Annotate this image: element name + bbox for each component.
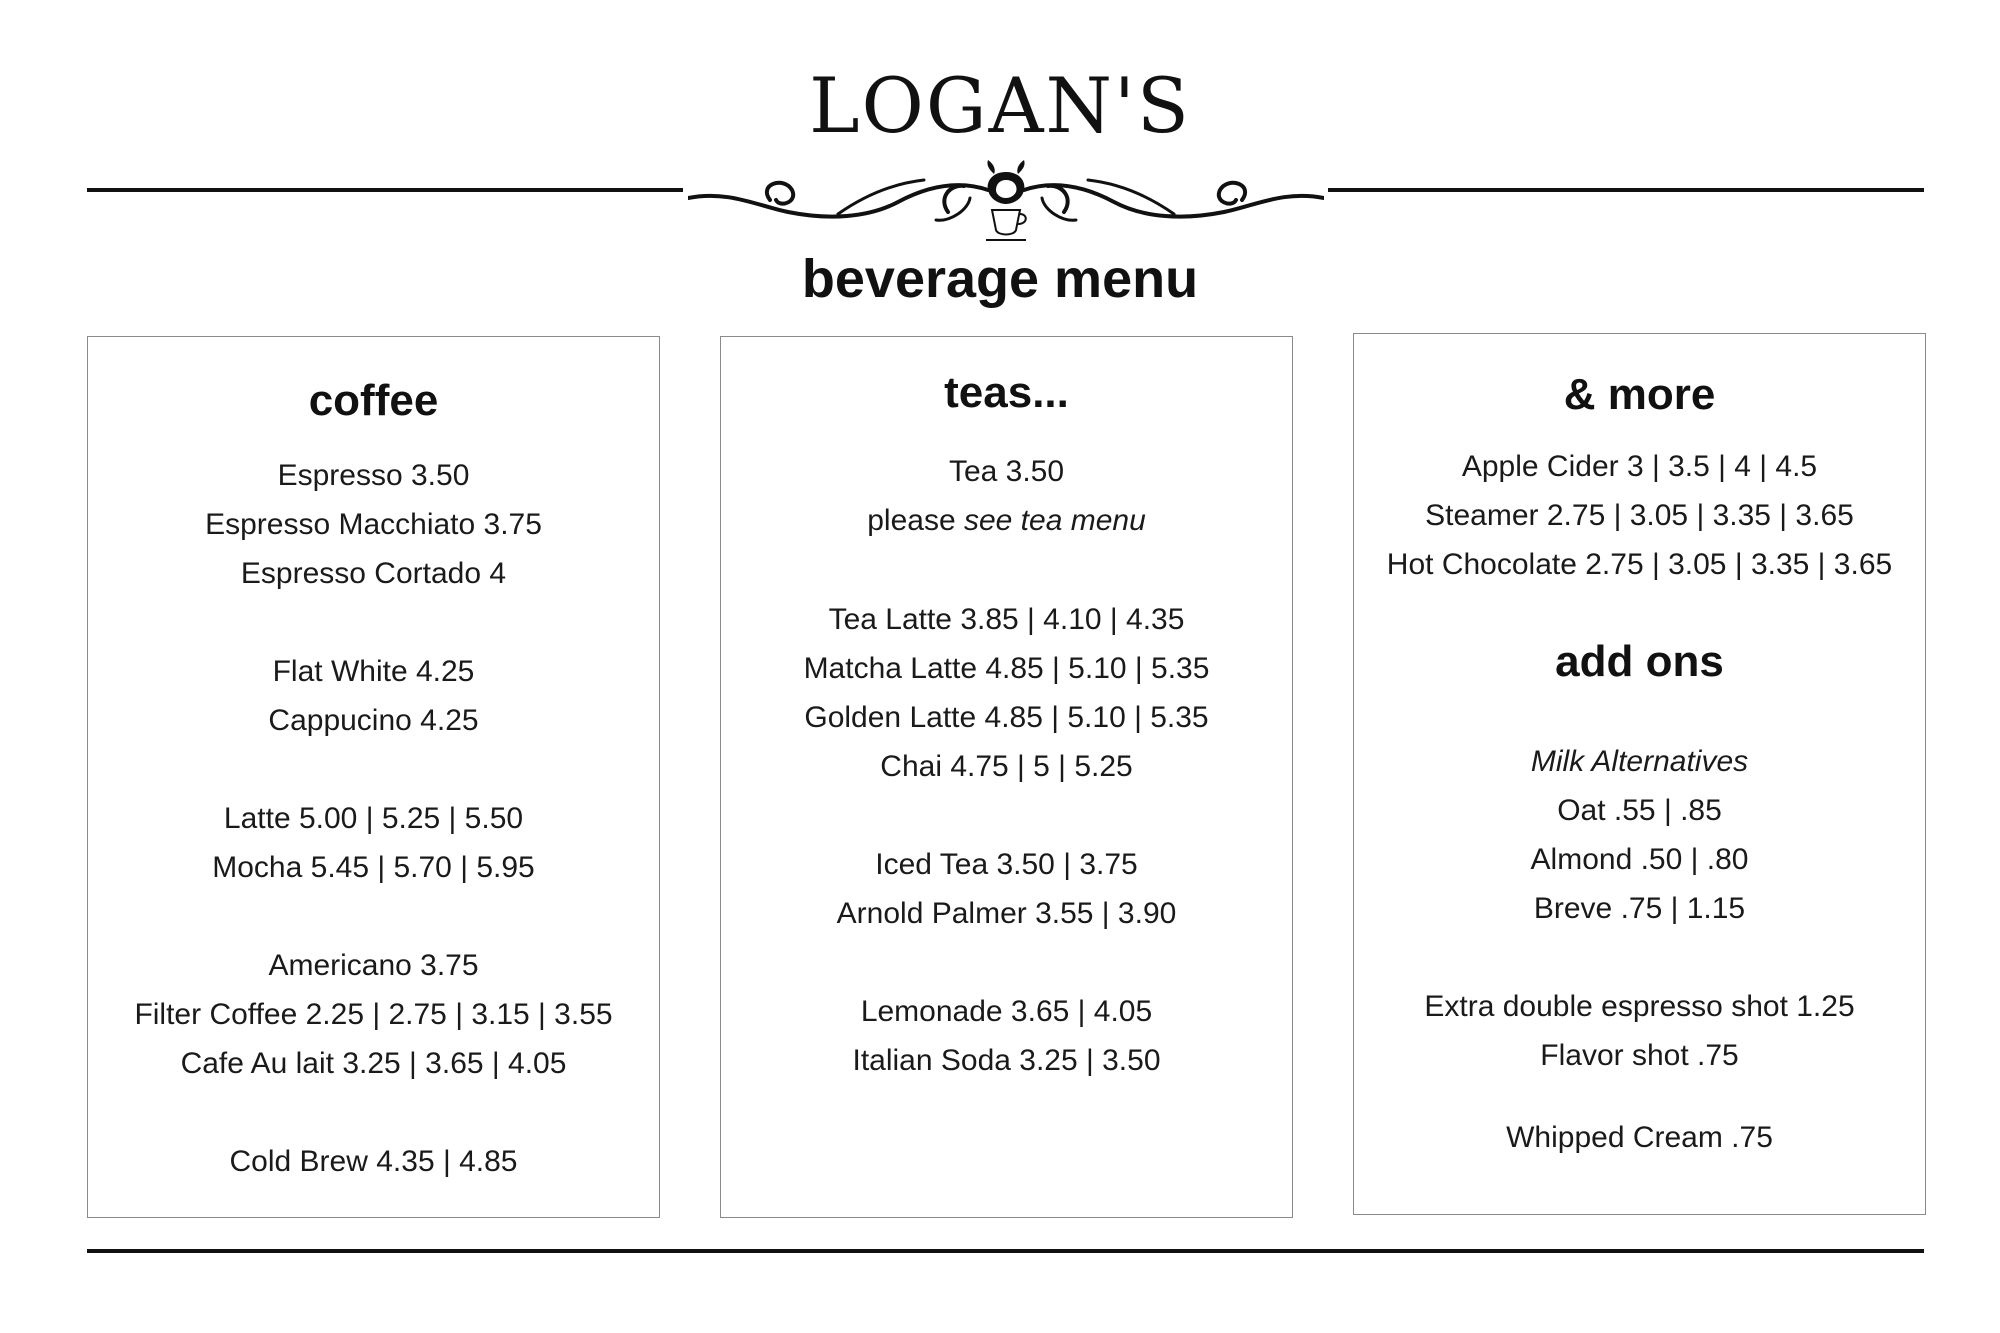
coffee-heading: coffee bbox=[308, 376, 439, 425]
menu-item: Cafe Au lait 3.25 | 3.65 | 4.05 bbox=[180, 1047, 567, 1080]
menu-item: Iced Tea 3.50 | 3.75 bbox=[875, 848, 1138, 881]
menu-item: Extra double espresso shot 1.25 bbox=[1424, 990, 1855, 1023]
menu-item: Cappucino 4.25 bbox=[268, 704, 479, 737]
menu-item: Filter Coffee 2.25 | 2.75 | 3.15 | 3.55 bbox=[134, 998, 613, 1031]
menu-item: Whipped Cream .75 bbox=[1506, 1121, 1773, 1154]
menu-item: Tea Latte 3.85 | 4.10 | 4.35 bbox=[828, 603, 1185, 636]
addons-heading: add ons bbox=[1555, 637, 1724, 686]
menu-item: Flavor shot .75 bbox=[1540, 1039, 1739, 1072]
cup-rose-flourish-icon bbox=[688, 150, 1324, 250]
header-rule-left bbox=[87, 188, 683, 192]
menu-item: Apple Cider 3 | 3.5 | 4 | 4.5 bbox=[1461, 450, 1818, 483]
brand-logo: LOGAN'S bbox=[809, 61, 1191, 150]
footer-rule bbox=[87, 1249, 1924, 1253]
menu-item: Espresso 3.50 bbox=[277, 459, 470, 492]
note-italic: see tea menu bbox=[963, 504, 1146, 537]
menu-item: Arnold Palmer 3.55 | 3.90 bbox=[836, 897, 1177, 930]
page-title: beverage menu bbox=[801, 249, 1199, 309]
menu-item: Flat White 4.25 bbox=[272, 655, 475, 688]
more-heading: & more bbox=[1563, 370, 1716, 419]
header-rule-right bbox=[1328, 188, 1924, 192]
menu-item: Latte 5.00 | 5.25 | 5.50 bbox=[223, 802, 524, 835]
menu-item: Oat .55 | .85 bbox=[1557, 794, 1722, 827]
menu-item: Matcha Latte 4.85 | 5.10 | 5.35 bbox=[803, 652, 1210, 685]
tea-menu-note bbox=[721, 506, 1292, 536]
menu-item: Cold Brew 4.35 | 4.85 bbox=[229, 1145, 518, 1178]
menu-item: Breve .75 | 1.15 bbox=[1533, 892, 1746, 925]
menu-item: Italian Soda 3.25 | 3.50 bbox=[852, 1044, 1161, 1077]
menu-item: Mocha 5.45 | 5.70 | 5.95 bbox=[212, 851, 535, 884]
menu-item: Hot Chocolate 2.75 | 3.05 | 3.35 | 3.65 bbox=[1386, 548, 1893, 581]
teas-heading: teas... bbox=[944, 368, 1069, 417]
menu-item: Almond .50 | .80 bbox=[1530, 843, 1749, 876]
more-card bbox=[1353, 333, 1926, 1215]
coffee-card bbox=[87, 336, 660, 1218]
menu-item: Tea 3.50 bbox=[948, 455, 1065, 488]
addons-subheading: Milk Alternatives bbox=[1530, 745, 1749, 778]
menu-item: Espresso Cortado 4 bbox=[240, 557, 507, 590]
menu-item: Espresso Macchiato 3.75 bbox=[205, 508, 542, 541]
note-prefix: please bbox=[867, 504, 956, 537]
menu-item: Americano 3.75 bbox=[268, 949, 479, 982]
menu-item: Lemonade 3.65 | 4.05 bbox=[860, 995, 1153, 1028]
menu-item: Golden Latte 4.85 | 5.10 | 5.35 bbox=[804, 701, 1209, 734]
teas-card bbox=[720, 336, 1293, 1218]
menu-item: Chai 4.75 | 5 | 5.25 bbox=[880, 750, 1133, 783]
menu-item: Steamer 2.75 | 3.05 | 3.35 | 3.65 bbox=[1425, 499, 1854, 532]
